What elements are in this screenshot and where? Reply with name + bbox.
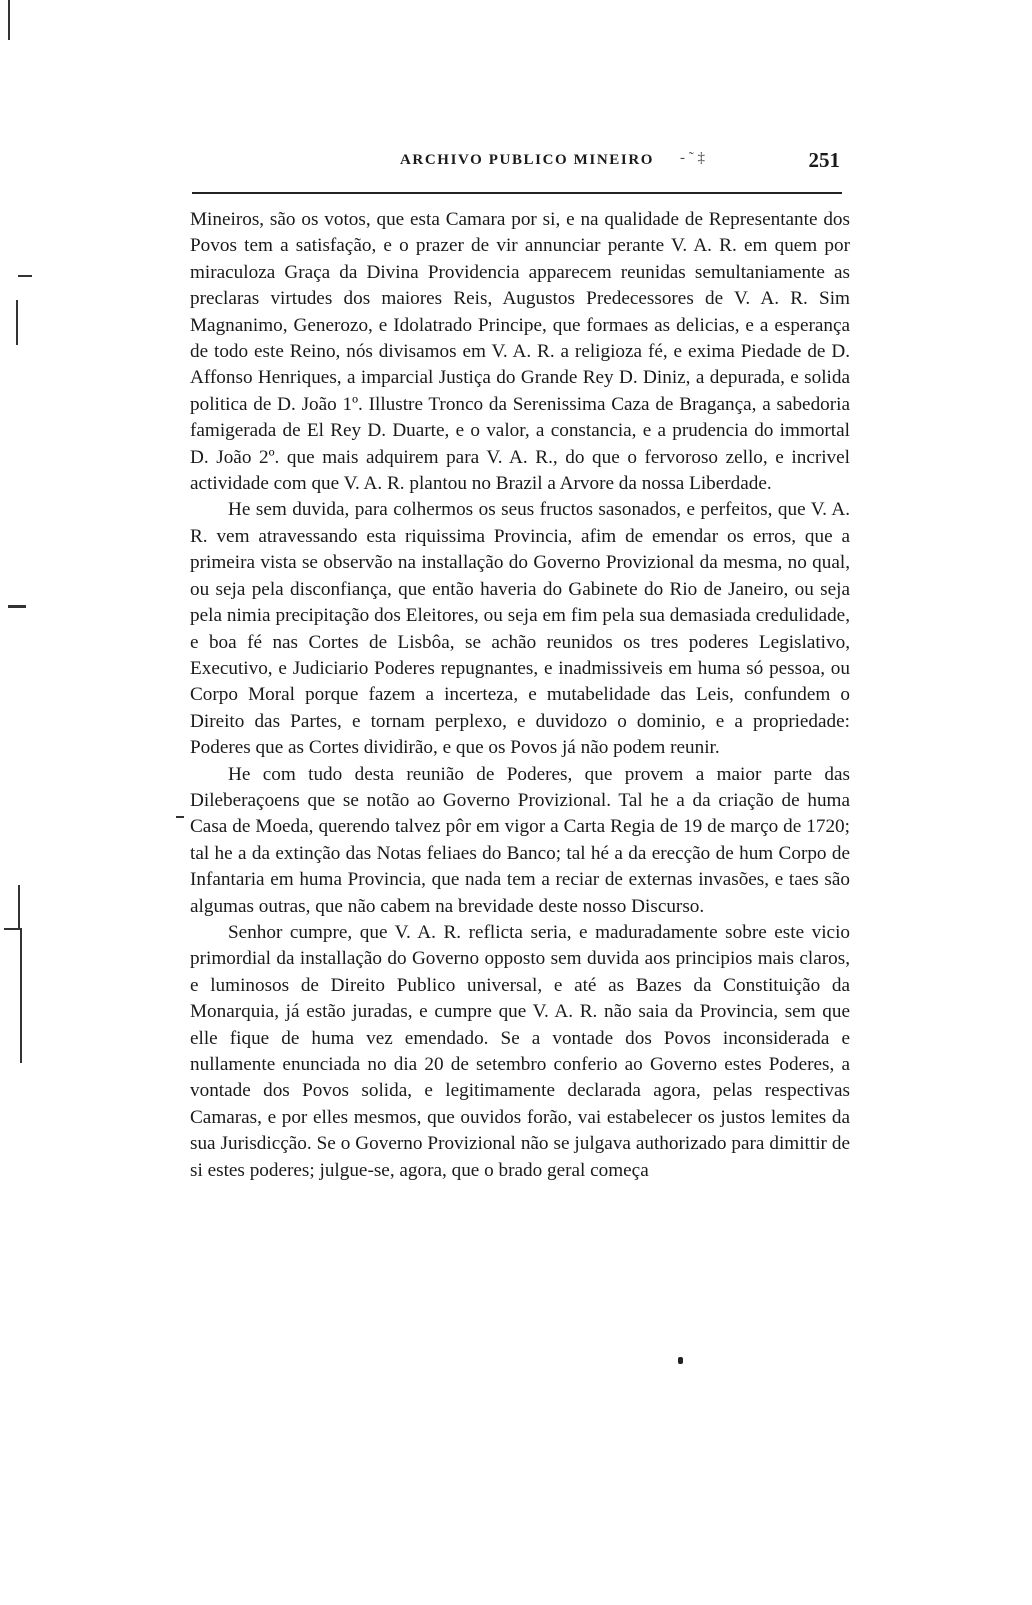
- body-text: [190, 207, 850, 1184]
- paragraph-2: He sem duvida, para colhermos os seus fructos sasonados, e perfeitos, que V. A. R. vem atravessando esta riquissima Provincia, afim de emendar os erros, que a primeira vista se observão na installação do Governo Provizional da mesma, no qual, ou seja pela disconfiança, que então haveria do Gabinete do Rio de Janeiro, ou seja pela nimia precipitação dos Eleitores, ou seja em fim pela sua demasiada credulidade, e boa fé nas Cortes de Lisbôa, se achão reunidos os tres poderes Legislativo, Executivo, e Judiciario Poderes repugnantes, e inadmissiveis em huma só pessoa, ou Corpo Moral porque fazem a incerteza, e mutabelidade das Leis, confundem o Direito das Partes, e tornam perplexo, e duvidozo o dominio, e a propriedade: Poderes que as Cortes dividirão, e que os Povos já não podem reunir.: [190, 499, 850, 759]
- margin-scan-mark: [8, 605, 26, 608]
- running-title: ARCHIVO PUBLICO MINEIRO: [400, 152, 655, 168]
- ink-dot: [678, 1357, 683, 1364]
- paragraph-3: He com tudo desta reunião de Poderes, que provem a maior parte das Dileberaçoens que se notão ao Governo Provizional. Tal he a da criação de huma Casa de Moeda, querendo talvez pôr em vigor a Carta Regia de 19 de março de 1720; tal he a da extinção das Notas feliaes do Banco; tal hé a da erecção de hum Corpo de Infantaria em huma Provincia, que nada tem a reciar de externas invasões, e taes são algumas outras, que não cabem na brevidade deste nosso Discurso.: [190, 763, 850, 917]
- ink-smudge: - ˜ ‡: [680, 150, 705, 166]
- paragraph-1: Mineiros, são os votos, que esta Camara por si, e na qualidade de Representante dos Povos tem a satisfação, e o prazer de vir annunciar perante V. A. R. em quem por miraculoza Graça da Divina Providencia apparecem reunidas semultaniamente as preclaras virtudes dos maiores Reis, Augustos Predecessores de V. A. R. Sim Magnanimo, Generozo, e Idolatrado Principe, que formaes as delicias, e a esperança de todo este Reino, nós divisamos em V. A. R. a religioza fé, e exima Piedade de D. Affonso Henriques, a imparcial Justiça do Grande Rey D. Diniz, a depurada, e solida politica de D. João 1º. Illustre Tronco da Serenissima Caza de Bragança, a sabedoria famigerada de El Rey D. Duarte, e o valor, a constancia, e a prudencia do immortal D. João 2º. que mais adquirem para V. A. R., do que o fervoroso zello, e incrivel actividade com que V. A. R. plantou no Brazil a Arvore da nossa Liberdade.: [190, 209, 850, 495]
- margin-scan-mark: [18, 885, 20, 930]
- margin-scan-mark: [20, 928, 22, 1063]
- page-header: [190, 148, 850, 178]
- page-number: 251: [808, 148, 840, 172]
- margin-scan-mark: [8, 0, 10, 40]
- margin-scan-mark: [176, 816, 184, 818]
- header-rule: [192, 192, 842, 194]
- paragraph-4: Senhor cumpre, que V. A. R. reflicta seria, e maduradamente sobre este vicio primordial da installação do Governo opposto sem duvida aos principios mais claros, e luminosos de Direito Publico universal, e até as Bazes da Constituição da Monarquia, já estão juradas, e cumpre que V. A. R. não saia da Provincia, sem que elle fique de huma vez emendado. Se a vontade dos Povos inconsiderada e nullamente enunciada no dia 20 de setembro conferio ao Governo estes Poderes, a vontade dos Povos solida, e legitimamente declarada agora, pelas respectivas Camaras, e por elles mesmos, que ouvidos forão, vai estabelecer os justos lemites da sua Jurisdicção. Se o Governo Provizional não se julgava authorizado para dimittir de si estes poderes; julgue-se, agora, que o brado geral começa: [190, 921, 850, 1181]
- margin-scan-mark: [18, 275, 32, 277]
- margin-scan-mark: [16, 300, 18, 345]
